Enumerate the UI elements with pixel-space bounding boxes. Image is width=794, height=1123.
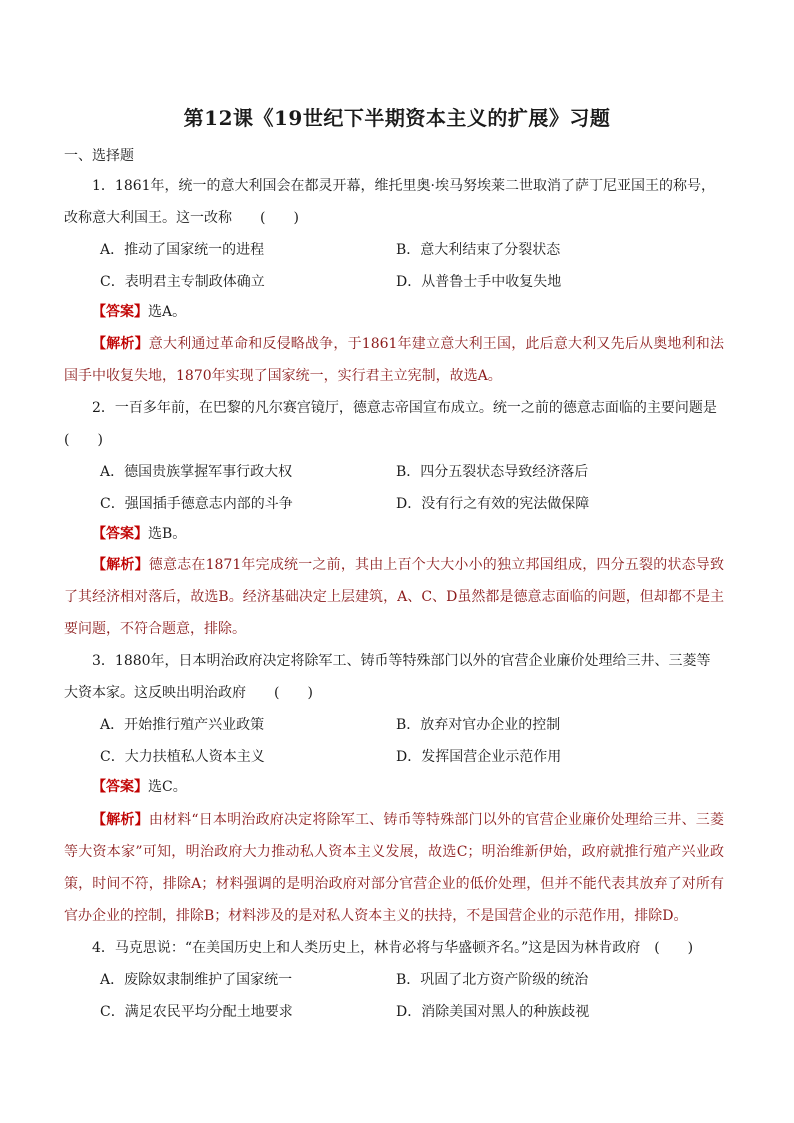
question-2-option-c: C．强国插手德意志内部的斗争 bbox=[100, 496, 293, 512]
question-1-option-c: C．表明君主专制政体确立 bbox=[100, 274, 265, 290]
explanation-label: 【解析】 bbox=[92, 557, 149, 573]
question-2-explanation bbox=[64, 549, 724, 645]
question-1-explanation bbox=[64, 328, 724, 392]
question-1-option-d: D．从普鲁士手中收复失地 bbox=[396, 274, 562, 290]
section-heading: 一、选择题 bbox=[64, 148, 134, 164]
question-2-option-d: D．没有行之有效的宪法做保障 bbox=[396, 496, 590, 512]
question-2-stem: 2．一百多年前，在巴黎的凡尔赛宫镜厅，德意志帝国宣布成立。统一之前的德意志面临的主要问题是 ( ) bbox=[64, 400, 731, 448]
explanation-label: 【解析】 bbox=[92, 336, 149, 352]
explanation-text: 德意志在1871年完成统一之前，其由上百个大大小小的独立邦国组成，四分五裂的状态导致了其经济相对落后，故选B。经济基础决定上层建筑，A、C、D虽然都是德意志面临的问题，但却都不是主要问题，不符合题意，排除。 bbox=[64, 557, 724, 637]
question-3-option-c: C．大力扶植私人资本主义 bbox=[100, 749, 265, 765]
question-3-answer bbox=[64, 771, 724, 803]
question-4-option-a: A．废除奴隶制维护了国家统一 bbox=[100, 972, 293, 988]
question-1-option-b: B．意大利结束了分裂状态 bbox=[396, 242, 561, 258]
explanation-label: 【解析】 bbox=[92, 812, 149, 828]
question-4-stem: 4．马克思说：“在美国历史上和人类历史上，林肯必将与华盛顿齐名。”这是因为林肯政府 ( ) bbox=[92, 940, 694, 956]
question-1-option-a: A．推动了国家统一的进程 bbox=[100, 242, 265, 258]
question-3-option-a: A．开始推行殖产兴业政策 bbox=[100, 717, 265, 733]
explanation-text: 由材料“日本明治政府决定将除军工、铸币等特殊部门以外的官营企业廉价处理给三井、三菱等大资本家”可知，明治政府大力推动私人资本主义发展，故选C；明治维新伊始，政府就推行殖产兴业政策，时间不符，排除A；材料强调的是明治政府对部分官营企业的低价处理，但并不能代表其放弃了对所有官办企业的控制，排除B；材料涉及的是对私人资本主义的扶持，不是国营企业的示范作用，排除D。 bbox=[64, 812, 725, 924]
answer-text: 选C。 bbox=[148, 779, 187, 795]
explanation-text: 意大利通过革命和反侵略战争，于1861年建立意大利王国，此后意大利又先后从奥地利和法国手中收复失地，1870年实现了国家统一，实行君主立宪制，故选A。 bbox=[64, 336, 724, 384]
question-3-explanation bbox=[64, 804, 724, 932]
answer-label: 【答案】 bbox=[92, 779, 148, 795]
question-1-answer bbox=[64, 296, 724, 328]
question-2-option-b: B．四分五裂状态导致经济落后 bbox=[396, 464, 589, 480]
question-1-options bbox=[100, 234, 740, 298]
answer-text: 选A。 bbox=[148, 304, 187, 320]
question-2-options bbox=[100, 456, 740, 520]
question-3-option-b: B．放弃对官办企业的控制 bbox=[396, 717, 561, 733]
answer-label: 【答案】 bbox=[92, 526, 148, 542]
answer-label: 【答案】 bbox=[92, 304, 148, 320]
question-3-stem: 3．1880年，日本明治政府决定将除军工、铸币等特殊部门以外的官营企业廉价处理给三井、三菱等大资本家。这反映出明治政府 ( ) bbox=[64, 653, 711, 701]
question-1-stem: 1．1861年，统一的意大利国会在都灵开幕，维托里奥·埃马努埃莱二世取消了萨丁尼亚国王的称号，改称意大利国王。这一改称 ( ) bbox=[64, 178, 715, 226]
question-4-option-c: C．满足农民平均分配土地要求 bbox=[100, 1004, 293, 1020]
answer-text: 选B。 bbox=[148, 526, 187, 542]
question-3-options bbox=[100, 709, 740, 773]
question-3-option-d: D．发挥国营企业示范作用 bbox=[396, 749, 562, 765]
question-4-option-d: D．消除美国对黑人的种族歧视 bbox=[396, 1004, 590, 1020]
page-title: 第12课《19世纪下半期资本主义的扩展》习题 bbox=[183, 106, 611, 130]
question-2-option-a: A．德国贵族掌握军事行政大权 bbox=[100, 464, 293, 480]
question-4-option-b: B．巩固了北方资产阶级的统治 bbox=[396, 972, 589, 988]
question-2-answer bbox=[64, 518, 724, 550]
question-4-options bbox=[100, 964, 740, 1028]
